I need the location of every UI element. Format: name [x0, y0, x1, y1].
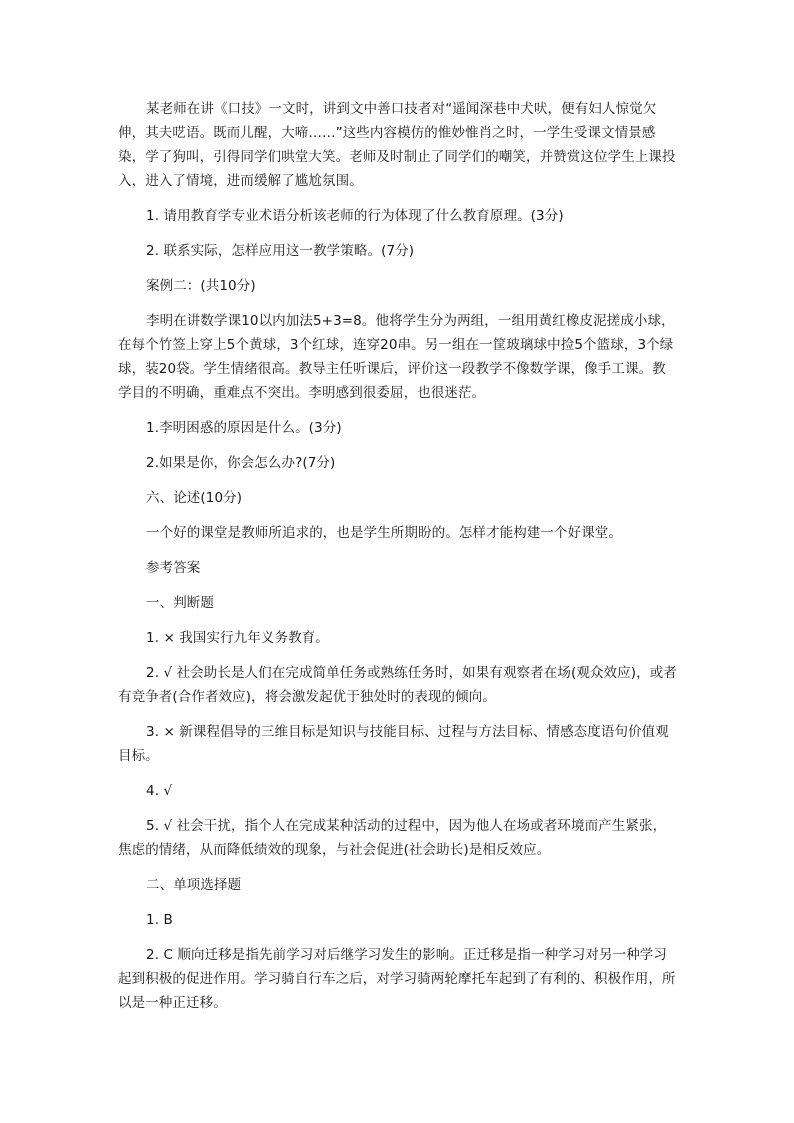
- section-2-heading: 二、单项选择题: [146, 877, 242, 893]
- judgement-answer-4: 4. √: [146, 783, 173, 799]
- judgement-answer-1: 1. × 我国实行九年义务教育。: [146, 630, 329, 646]
- case1-paragraph: 某老师在讲《口技》一文时，讲到文中善口技者对“遥闻深巷中犬吠，便有妇人惊觉欠伸，其夫呓语。既而儿醒，大啼……”这些内容模仿的惟妙惟肖之时，一学生受课文情景感染，学了狗叫，引得同学们哄堂大笑。老师及时制止了同学们的嘲笑，并赞赏这位学生上课投入，进入了情境，进而缓解了尴尬氛围。: [118, 101, 676, 189]
- case2-question-2: 2.如果是你，你会怎么办?(7分): [146, 455, 336, 471]
- reference-answers-heading: 参考答案: [146, 560, 201, 576]
- case2-heading: 案例二：(共10分): [146, 278, 256, 294]
- choice-answer-1: 1. B: [146, 912, 173, 928]
- case1-question-1: 1. 请用教育学专业术语分析该老师的行为体现了什么教育原理。(3分): [146, 208, 564, 224]
- judgement-answer-2: 2. √ 社会助长是人们在完成简单任务或熟练任务时，如果有观察者在场(观众效应)，或者有竞争者(合作者效应)，将会激发起优于独处时的表现的倾向。: [118, 665, 677, 705]
- judgement-answer-3: 3. × 新课程倡导的三维目标是知识与技能目标、过程与方法目标、情感态度语句价值观目标。: [118, 724, 669, 764]
- section-1-heading: 一、判断题: [146, 595, 214, 611]
- case2-question-1: 1.李明困惑的原因是什么。(3分): [146, 420, 342, 436]
- choice-answer-2: 2. C 顺向迁移是指先前学习对后继学习发生的影响。正迁移是指一种学习对另一种学习起到积极的促进作用。学习骑自行车之后，对学习骑两轮摩托车起到了有利的、积极作用，所以是一种正迁移。: [118, 947, 676, 1011]
- case1-question-2: 2. 联系实际，怎样应用这一教学策略。(7分): [146, 243, 415, 259]
- section-6-heading: 六、论述(10分): [146, 490, 243, 506]
- essay-prompt: 一个好的课堂是教师所追求的，也是学生所期盼的。怎样才能构建一个好课堂。: [146, 525, 622, 541]
- case2-paragraph: 李明在讲数学课10以内加法5+3=8。他将学生分为两组，一组用黄红橡皮泥搓成小球，在每个竹签上穿上5个黄球，3个红球，连穿20串。另一组在一筐玻璃球中捡5个篮球，3个绿球，装20袋。学生情绪很高。教导主任听课后，评价这一段教学不像数学课，像手工课。教学目的不明确，重难点不突出。李明感到很委屈，也很迷茫。: [118, 313, 675, 401]
- judgement-answer-5: 5. √ 社会干扰，指个人在完成某种活动的过程中，因为他人在场或者环境而产生紧张，焦虑的情绪，从而降低绩效的现象，与社会促进(社会助长)是相反效应。: [118, 818, 667, 858]
